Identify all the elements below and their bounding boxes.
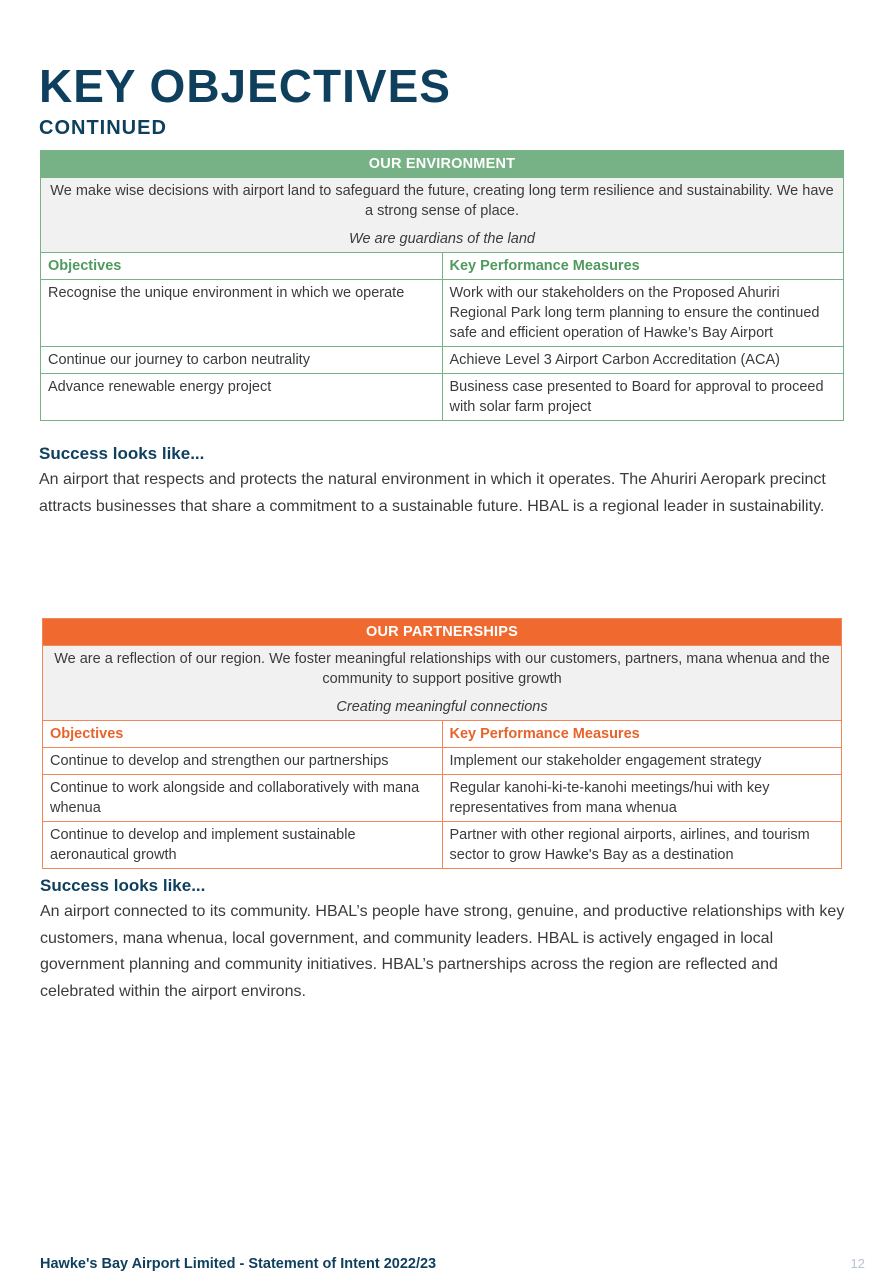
page-title: KEY OBJECTIVES [39, 60, 451, 112]
partnerships-intro-text: We are a reflection of our region. We foster meaningful relationships with our customers, partners, mana whenua and the community to support positive growth [54, 651, 830, 687]
objective-cell: Continue our journey to carbon neutrality [41, 347, 443, 374]
environment-motto: We are guardians of the land [349, 231, 535, 247]
environment-intro [41, 178, 844, 253]
partnerships-heading: OUR PARTNERSHIPS [43, 619, 842, 646]
objective-cell: Continue to develop and implement sustainable aeronautical growth [43, 822, 443, 869]
environment-heading: OUR ENVIRONMENT [41, 151, 844, 178]
table-row [43, 748, 842, 775]
table-row [41, 347, 844, 374]
partnerships-col-objectives: Objectives [43, 721, 443, 748]
footer-text: Hawke's Bay Airport Limited - Statement of Intent 2022/23 [40, 1256, 437, 1272]
table-row [41, 280, 844, 347]
page-subtitle: CONTINUED [39, 117, 167, 139]
environment-table [40, 150, 844, 421]
table-row [43, 775, 842, 822]
partnerships-success-text: An airport connected to its community. HBAL’s people have strong, genuine, and productive relationships with key customers, mana whenua, local government, and community leaders. HBAL is actively engaged in local government planning and community initiatives. HBAL’s partnerships across the region are reflected and celebrated within the airport environs. [40, 903, 845, 1000]
partnerships-motto: Creating meaningful connections [336, 699, 548, 715]
objective-cell: Continue to develop and strengthen our partnerships [43, 748, 443, 775]
environment-col-kpm: Key Performance Measures [442, 253, 844, 280]
partnerships-col-kpm: Key Performance Measures [442, 721, 842, 748]
measure-cell: Work with our stakeholders on the Proposed Ahuriri Regional Park long term planning to ensure the continued safe and efficient operation of Hawke’s Bay Airport [442, 280, 844, 347]
environment-success-heading: Success looks like... [39, 444, 205, 463]
measure-cell: Implement our stakeholder engagement strategy [442, 748, 842, 775]
measure-cell: Business case presented to Board for approval to proceed with solar farm project [442, 374, 844, 421]
environment-intro-text: We make wise decisions with airport land to safeguard the future, creating long term resilience and sustainability. We have a strong sense of place. [50, 183, 834, 219]
partnerships-intro [43, 646, 842, 721]
measure-cell: Regular kanohi-ki-te-kanohi meetings/hui with key representatives from mana whenua [442, 775, 842, 822]
measure-cell: Partner with other regional airports, airlines, and tourism sector to grow Hawke's Bay as a destination [442, 822, 842, 869]
objective-cell: Continue to work alongside and collaboratively with mana whenua [43, 775, 443, 822]
table-row [41, 374, 844, 421]
objective-cell: Recognise the unique environment in which we operate [41, 280, 443, 347]
objective-cell: Advance renewable energy project [41, 374, 443, 421]
partnerships-table [42, 618, 842, 869]
table-row [43, 822, 842, 869]
environment-success-text: An airport that respects and protects the natural environment in which it operates. The Ahuriri Aeropark precinct attracts businesses that share a commitment to a sustainable future. HBAL is a regional leader in sustainability. [39, 471, 826, 515]
measure-cell: Achieve Level 3 Airport Carbon Accreditation (ACA) [442, 347, 844, 374]
partnerships-success-heading: Success looks like... [40, 876, 206, 895]
page-number: 12 [850, 1256, 865, 1271]
environment-col-objectives: Objectives [41, 253, 443, 280]
